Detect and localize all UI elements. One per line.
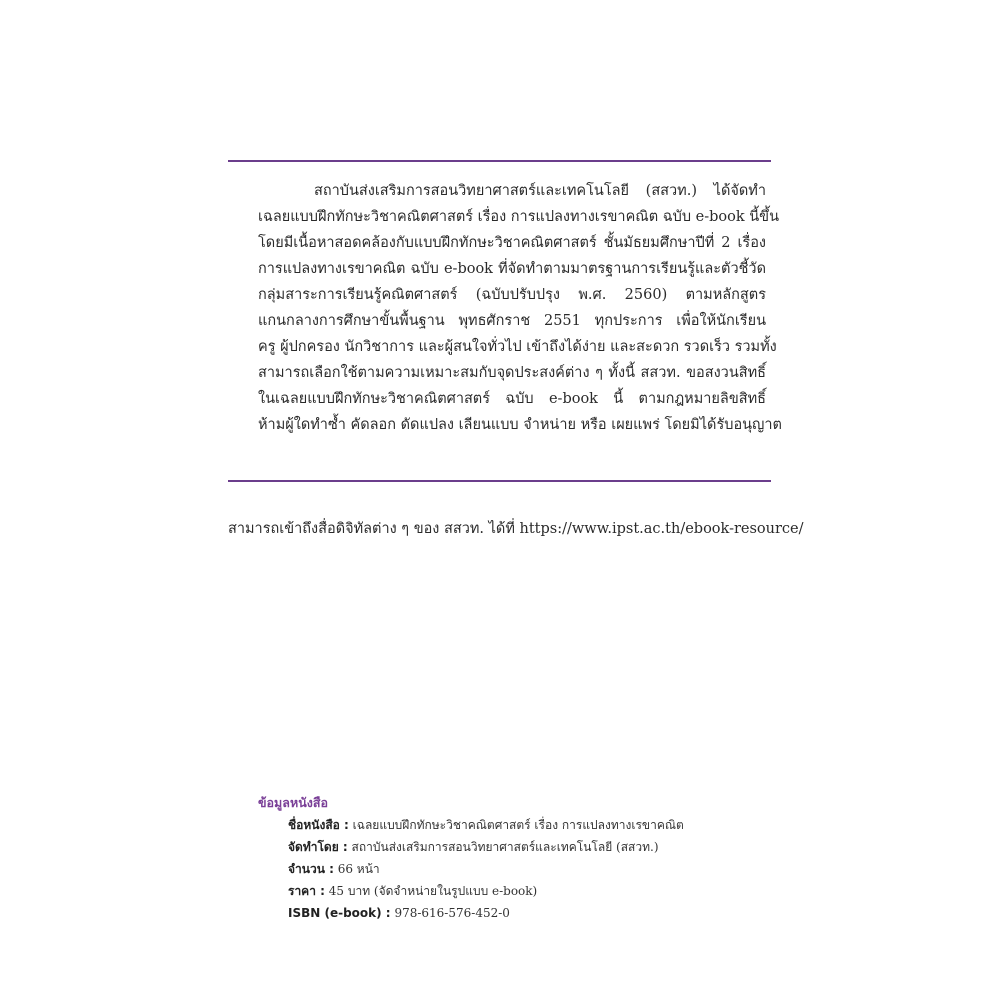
book-info-heading: ข้อมูลหนังสือ <box>258 795 328 810</box>
statement-line: สถาบันส่งเสริมการสอนวิทยาศาสตร์และเทคโนโลยี (สสวท.) ได้จัดทำ <box>314 183 766 199</box>
price-row <box>258 880 778 902</box>
publisher-label: จัดทำโดย : <box>288 840 348 854</box>
statement-line: แกนกลางการศึกษาขั้นพื้นฐาน พุทธศักราช 2551 ทุกประการ เพื่อให้นักเรียน <box>258 313 766 329</box>
statement-line: ห้ามผู้ใดทำซ้ำ คัดลอก ดัดแปลง เลียนแบบ จำหน่าย หรือ เผยแพร่ โดยมิได้รับอนุญาต <box>258 417 782 433</box>
statement-line: การแปลงทางเรขาคณิต ฉบับ e-book ที่จัดทำตามมาตรฐานการเรียนรู้และตัวชี้วัด <box>258 261 766 277</box>
statement-line: ครู ผู้ปกครอง นักวิชาการ และผู้สนใจทั่วไป เข้าถึงได้ง่าย และสะดวก รวดเร็ว รวมทั้ง <box>258 339 777 355</box>
statement-line: สามารถเลือกใช้ตามความเหมาะสมกับจุดประสงค์ต่าง ๆ ทั้งนี้ สสวท. ขอสงวนสิทธิ์ <box>258 365 766 381</box>
isbn-row <box>258 902 778 924</box>
price-value: 45 บาท (จัดจำหน่ายในรูปแบบ e-book) <box>328 884 538 898</box>
isbn-value: 978-616-576-452-0 <box>394 906 510 920</box>
book-title-label: ชื่อหนังสือ : <box>288 818 349 832</box>
publisher-row <box>258 836 778 858</box>
book-title-value: เฉลยแบบฝึกทักษะวิชาคณิตศาสตร์ เรื่อง การแปลงทางเรขาคณิต <box>352 818 684 832</box>
statement-line: ในเฉลยแบบฝึกทักษะวิชาคณิตศาสตร์ ฉบับ e-book นี้ ตามกฎหมายลิขสิทธิ์ <box>258 391 766 407</box>
top-divider <box>228 160 771 162</box>
isbn-label: ISBN (e-book) : <box>288 906 391 920</box>
page-count-label: จำนวน : <box>288 862 334 876</box>
statement-line: กลุ่มสาระการเรียนรู้คณิตศาสตร์ (ฉบับปรับปรุง พ.ศ. 2560) ตามหลักสูตร <box>258 287 766 303</box>
book-title-row <box>258 814 778 836</box>
publisher-value: สถาบันส่งเสริมการสอนวิทยาศาสตร์และเทคโนโลยี (สสวท.) <box>351 840 659 854</box>
price-label: ราคา : <box>288 884 325 898</box>
book-info-section <box>258 792 778 924</box>
bottom-divider <box>228 480 771 482</box>
copyright-statement <box>258 178 782 438</box>
digital-resource-note: สามารถเข้าถึงสื่อดิจิทัลต่าง ๆ ของ สสวท. ได้ที่ https://www.ipst.ac.th/ebook-resource/ <box>228 521 804 537</box>
page-count-value: 66 หน้า <box>337 862 380 876</box>
page-count-row <box>258 858 778 880</box>
statement-line: โดยมีเนื้อหาสอดคล้องกับแบบฝึกทักษะวิชาคณิตศาสตร์ ชั้นมัธยมศึกษาปีที่ 2 เรื่อง <box>258 235 766 251</box>
statement-line: เฉลยแบบฝึกทักษะวิชาคณิตศาสตร์ เรื่อง การแปลงทางเรขาคณิต ฉบับ e-book นี้ขึ้น <box>258 209 780 225</box>
